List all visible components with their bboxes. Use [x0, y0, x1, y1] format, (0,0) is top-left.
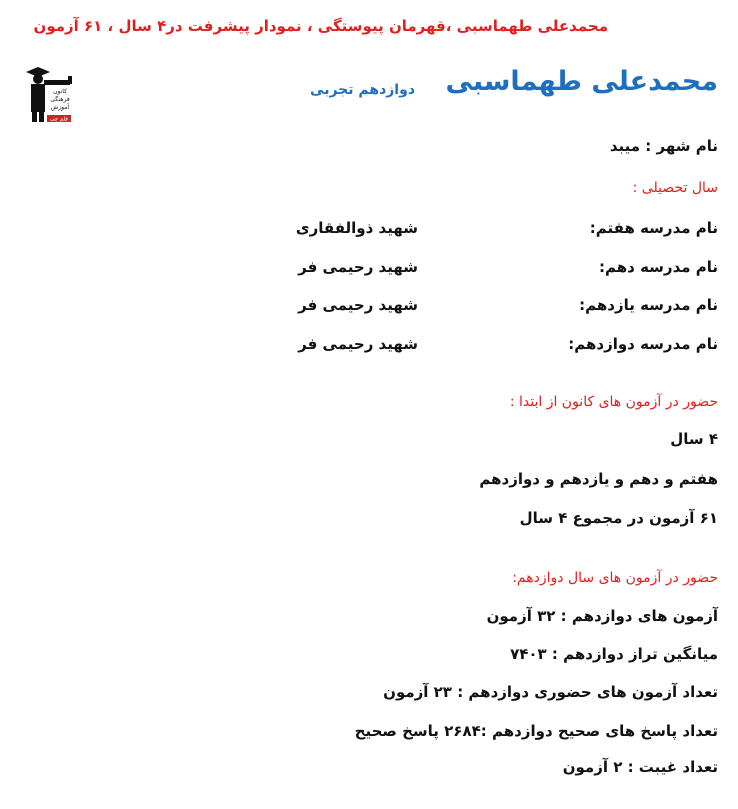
attendance-total-heading: حضور در آزمون های کانون از ابتدا : — [509, 394, 718, 410]
attendance-total-line: هفتم و دهم و یازدهم و دوازدهم — [479, 470, 718, 488]
school-row-value: شهید رحیمی فر — [298, 258, 418, 276]
attendance-12-line: آزمون های دوازدهم : ۳۲ آزمون — [486, 607, 718, 625]
student-grade: دوازدهم تجربی — [310, 82, 415, 98]
page-title: محمدعلی طهماسبی ،قهرمان پیوستگی ، نمودار پیشرفت در۴ سال ، ۶۱ آزمون — [33, 17, 608, 35]
school-row-value: شهید رحیمی فر — [298, 296, 418, 314]
attendance-12-line: تعداد پاسخ های صحیح دوازدهم :۲۶۸۴ پاسخ صحیح — [354, 722, 718, 740]
attendance-12-line: تعداد غیبت : ۲ آزمون — [562, 758, 718, 776]
kanoon-logo — [22, 62, 80, 124]
logo-text-line: فرهنگی — [50, 96, 70, 103]
logo-text-line: آموزش — [50, 104, 70, 111]
attendance-12-heading: حضور در آزمون های سال دوازدهم: — [512, 570, 718, 586]
school-row-value: شهید رحیمی فر — [298, 335, 418, 353]
student-name: محمدعلی طهماسبی — [445, 66, 718, 97]
logo-text-line: قلم چی — [50, 116, 68, 123]
city-label: نام شهر : میبد — [609, 137, 718, 155]
school-row-label: نام مدرسه هفتم: — [589, 219, 718, 237]
attendance-12-line: تعداد آزمون های حضوری دوازدهم : ۲۳ آزمون — [383, 683, 718, 701]
school-row-label: نام مدرسه یازدهم: — [579, 296, 718, 314]
school-years-heading: سال تحصیلی : — [632, 180, 718, 196]
attendance-12-line: میانگین تراز دوازدهم : ۷۴۰۳ — [510, 645, 718, 663]
attendance-total-line: ۴ سال — [670, 430, 718, 448]
attendance-total-line: ۶۱ آزمون در مجموع ۴ سال — [519, 509, 718, 527]
school-row-label: نام مدرسه دهم: — [599, 258, 718, 276]
logo-graphic — [22, 62, 80, 124]
logo-text-line: کانون — [53, 88, 67, 95]
school-row-label: نام مدرسه دوازدهم: — [568, 335, 718, 353]
school-row-value: شهید ذوالفقاری — [295, 219, 418, 237]
